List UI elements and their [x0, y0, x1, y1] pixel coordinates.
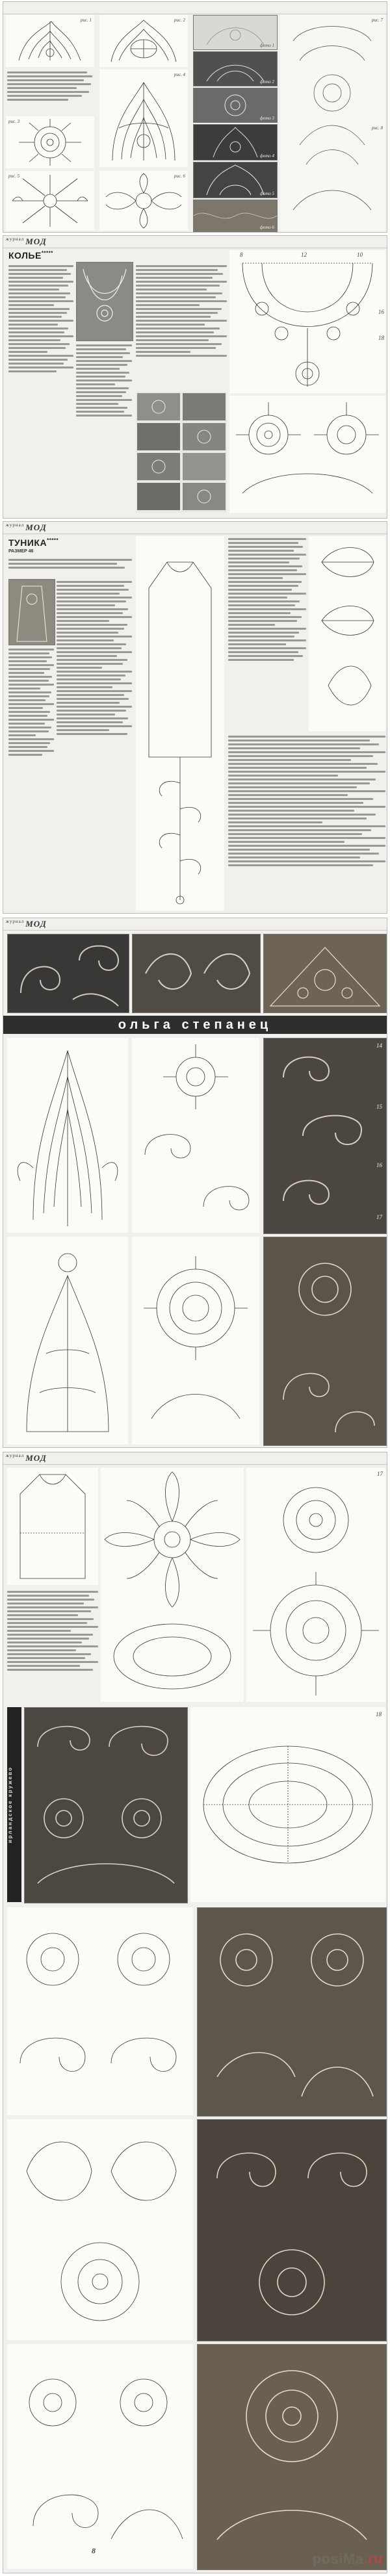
- necklace-instructions-col-2: [76, 342, 132, 510]
- magazine-page-1: [3, 1, 387, 233]
- flower-diagram-large: [7, 1038, 128, 1233]
- lace-product-photo: [263, 934, 387, 1013]
- fig-label-1: рис. 1: [80, 18, 92, 23]
- irish-lace-vertical-banner: ирландское кружево: [7, 1707, 21, 1902]
- fig-label-5: рис. 5: [8, 174, 20, 179]
- diagram-motif-4: [99, 70, 188, 167]
- diagram-motif-3: [6, 116, 94, 168]
- tunic-instructions-col-2: [228, 536, 306, 731]
- fig-label-4: рис. 4: [174, 72, 185, 77]
- diagram-motif-6: [99, 171, 188, 231]
- rose-diagram-lower: [132, 1237, 259, 1445]
- diagram-motif-1: [6, 15, 94, 67]
- small-motifs-row-3: [7, 2344, 193, 2569]
- fig-number-8: 8: [92, 2546, 96, 2555]
- magazine-page-3: [3, 521, 387, 914]
- small-motifs-row-1: [7, 1907, 193, 2115]
- photo-6: [193, 200, 278, 232]
- magazine-logo: $^{журнал}$ МОД: [6, 1453, 47, 1463]
- article-title-necklace: КОЛЬЕ*****: [8, 250, 53, 261]
- step-photos-grid: [136, 392, 227, 513]
- page-header: [3, 522, 387, 534]
- necklace-diagram: [229, 250, 385, 393]
- tunic-intro-text: [8, 557, 132, 576]
- fig-label-6: рис. 6: [174, 174, 185, 179]
- dimension-10: 10: [357, 251, 363, 258]
- photo-4-caption: фото 4: [259, 153, 274, 159]
- photo-2: [193, 51, 278, 86]
- lower-instructions-text: [7, 1589, 98, 1702]
- diagram-motif-5: [6, 171, 94, 231]
- tunic-leaf-motifs: [309, 536, 385, 731]
- necklace-instructions-col-1: [8, 263, 73, 510]
- photo-1: [193, 15, 278, 50]
- flower-photos-row-1: [197, 1907, 387, 2117]
- photo-4: [193, 124, 278, 161]
- tunic-photo: [8, 579, 55, 645]
- photo-1-caption: фото 1: [259, 43, 274, 48]
- tunic-instructions-col-0: [8, 647, 54, 910]
- leaf-diagram-lower: [7, 1237, 128, 1445]
- magazine-logo: $^{журнал}$ МОД: [6, 237, 47, 246]
- photo-3: [193, 88, 278, 123]
- page-header: [3, 236, 387, 248]
- tunic-instructions-col-1: [57, 579, 132, 910]
- fig-number-18: 18: [376, 1711, 382, 1718]
- dimension-18: 18: [378, 335, 384, 341]
- magazine-logo: $^{журнал}$ МОД: [6, 919, 47, 929]
- fig-number-17: 17: [377, 1471, 383, 1477]
- flower-photos-row-3: [197, 2344, 387, 2570]
- scroll-photos-column: [263, 1038, 387, 1234]
- author-banner: ольга степанец: [3, 1016, 387, 1034]
- instructions-text: [7, 70, 94, 115]
- photo-5-caption: фото 5: [259, 191, 274, 196]
- photo-2-caption: фото 2: [259, 79, 274, 84]
- fig-label-8: рис. 8: [371, 125, 383, 131]
- watermark: posiMa.ru: [312, 2551, 383, 2567]
- scroll-motifs-photo-1: [7, 934, 129, 1013]
- necklace-photo: [76, 262, 133, 341]
- tunic-pattern-diagram: [136, 536, 224, 910]
- tunic-outline-diagram: [7, 1468, 98, 1585]
- fig-label-3: рис. 3: [8, 119, 20, 124]
- oval-medallion-diagram: [190, 1707, 385, 1902]
- magazine-page-2: [3, 235, 387, 519]
- page-header: [3, 2, 387, 14]
- dimension-8: 8: [240, 251, 243, 258]
- page-header: [3, 1452, 387, 1465]
- tunic-size: РАЗМЕР 46: [8, 549, 34, 554]
- dimension-16: 16: [378, 309, 384, 315]
- photo-number-16: 16: [376, 1162, 382, 1168]
- scroll-motifs-photo-2: [132, 934, 261, 1013]
- page-header: [3, 918, 387, 931]
- scroll-diagrams: [132, 1038, 259, 1233]
- diagram-motif-2: [99, 15, 188, 67]
- tunic-instructions-col-3: [228, 734, 385, 910]
- small-motifs-row-2: [7, 2119, 193, 2340]
- fig-label-7: рис. 7: [371, 18, 383, 23]
- magazine-page-4: [3, 918, 387, 1448]
- photo-number-14: 14: [376, 1042, 382, 1049]
- photo-3-caption: фото 3: [259, 116, 274, 121]
- necklace-motifs: [229, 396, 385, 513]
- dimension-12: 12: [301, 251, 307, 258]
- magazine-page-5: [3, 1452, 387, 2573]
- daisy-diagram-large: [101, 1468, 244, 1702]
- lace-detail-photos: [24, 1707, 188, 1903]
- fig-label-2: рис. 2: [174, 18, 185, 23]
- diagram-detail-strip: [280, 15, 385, 231]
- photo-6-caption: фото 6: [259, 225, 274, 230]
- article-title-tunic: ТУНИКА*****: [8, 537, 59, 548]
- flower-medallion-diagram: [246, 1468, 385, 1702]
- photo-number-17: 17: [376, 1214, 382, 1220]
- photo-number-15: 15: [376, 1103, 382, 1110]
- flower-photos-row-2: [197, 2119, 387, 2341]
- magazine-logo: $^{журнал}$ МОД: [6, 522, 47, 532]
- necklace-instructions-col-3: [136, 263, 227, 389]
- rose-photo-lower: [263, 1237, 387, 1446]
- photo-5: [193, 162, 278, 198]
